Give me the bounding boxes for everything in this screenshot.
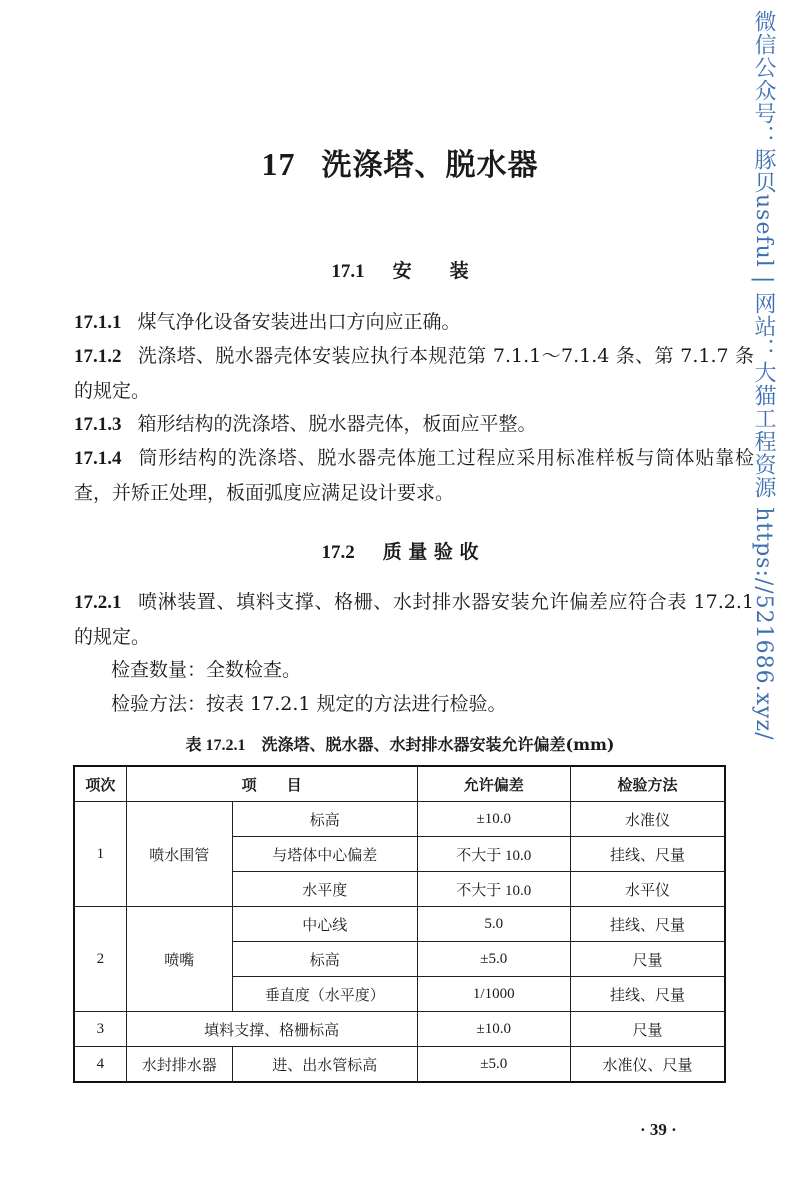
- table-row: [74, 1012, 725, 1047]
- watermark-text: 微信公众号：豚贝useful | 网站：大猫工程资源 https://521686.xyz/: [751, 10, 776, 741]
- table-caption: [0, 732, 800, 755]
- row-sub-item: 垂直度（水平度）: [232, 977, 417, 1012]
- row-sub-item: 进、出水管标高: [232, 1047, 417, 1083]
- section-title-17-2: [0, 537, 800, 564]
- clause-number: 17.1.4: [74, 448, 122, 469]
- row-tolerance: ±10.0: [417, 1012, 570, 1047]
- row-tolerance: 不大于 10.0: [417, 872, 570, 907]
- tolerance-table: [73, 765, 726, 1083]
- table-row: [74, 802, 725, 837]
- row-group-name: 填料支撑、格栅标高: [126, 1012, 417, 1047]
- chapter-title-text: 洗涤塔、脱水器: [321, 148, 539, 183]
- inspection-method: 检验方法：按表 17.2.1 规定的方法进行检验。: [111, 693, 507, 715]
- row-method: 水准仪、尺量: [571, 1047, 726, 1083]
- section-title-text: 安 装: [392, 260, 469, 282]
- row-tolerance: ±5.0: [417, 942, 570, 977]
- header-method: 检验方法: [571, 766, 726, 802]
- page-number: · 39 ·: [640, 1120, 677, 1139]
- row-method: 挂线、尺量: [571, 837, 726, 872]
- row-tolerance: 5.0: [417, 907, 570, 942]
- row-index: 1: [74, 802, 126, 907]
- clause-17-1-3: [74, 407, 754, 442]
- row-index: 3: [74, 1012, 126, 1047]
- row-sub-item: 中心线: [232, 907, 417, 942]
- header-tolerance: 允许偏差: [417, 766, 570, 802]
- section-number: 17.1: [331, 261, 365, 282]
- row-sub-item: 标高: [232, 802, 417, 837]
- table-row: [74, 1047, 725, 1083]
- row-method: 尺量: [571, 942, 726, 977]
- clause-17-1-4: [74, 441, 754, 510]
- row-group-name: 喷嘴: [126, 907, 232, 1012]
- header-item: 项 目: [126, 766, 417, 802]
- row-tolerance: ±10.0: [417, 802, 570, 837]
- inspection-quantity: 检查数量：全数检查。: [111, 659, 302, 681]
- clause-number: 17.1.2: [74, 346, 122, 367]
- clause-text: 煤气净化设备安装进出口方向应正确。: [137, 311, 461, 333]
- row-method: 水平仪: [571, 872, 726, 907]
- section-title-text: 质 量 验 收: [382, 541, 479, 563]
- clause-17-1-1: [74, 305, 754, 340]
- table-caption-number: 表 17.2.1: [185, 737, 246, 754]
- row-group-name: 喷水围管: [126, 802, 232, 907]
- row-method: 尺量: [571, 1012, 726, 1047]
- clause-number: 17.1.1: [74, 312, 122, 333]
- row-group-name: 水封排水器: [126, 1047, 232, 1083]
- chapter-number: 17: [261, 146, 296, 182]
- row-tolerance: ±5.0: [417, 1047, 570, 1083]
- section-number: 17.2: [321, 542, 355, 563]
- header-index: 项次: [74, 766, 126, 802]
- clause-text: 洗涤塔、脱水器壳体安装应执行本规范第 7.1.1～7.1.4 条、第 7.1.7 条的规定。: [74, 345, 754, 402]
- clause-text: 喷淋装置、填料支撑、格栅、水封排水器安装允许偏差应符合表 17.2.1 的规定。: [74, 591, 754, 648]
- clause-number: 17.2.1: [74, 592, 122, 613]
- row-method: 挂线、尺量: [571, 907, 726, 942]
- row-tolerance: 1/1000: [417, 977, 570, 1012]
- clause-17-1-2: [74, 339, 754, 408]
- clause-17-2-1: [74, 585, 754, 654]
- clause-number: 17.1.3: [74, 414, 122, 435]
- table-header-row: [74, 766, 725, 802]
- clause-text: 筒形结构的洗涤塔、脱水器壳体施工过程应采用标准样板与筒体贴靠检查，并矫正处理，板面弧度应满足设计要求。: [74, 447, 754, 504]
- chapter-title: [0, 140, 800, 184]
- table-row: [74, 907, 725, 942]
- row-sub-item: 与塔体中心偏差: [232, 837, 417, 872]
- row-index: 4: [74, 1047, 126, 1083]
- section-title-17-1: [0, 256, 800, 283]
- clause-text: 箱形结构的洗涤塔、脱水器壳体，板面应平整。: [137, 413, 537, 435]
- row-tolerance: 不大于 10.0: [417, 837, 570, 872]
- row-method: 水准仪: [571, 802, 726, 837]
- row-index: 2: [74, 907, 126, 1012]
- row-method: 挂线、尺量: [571, 977, 726, 1012]
- row-sub-item: 水平度: [232, 872, 417, 907]
- row-sub-item: 标高: [232, 942, 417, 977]
- table-caption-title: 洗涤塔、脱水器、水封排水器安装允许偏差(mm): [261, 735, 615, 754]
